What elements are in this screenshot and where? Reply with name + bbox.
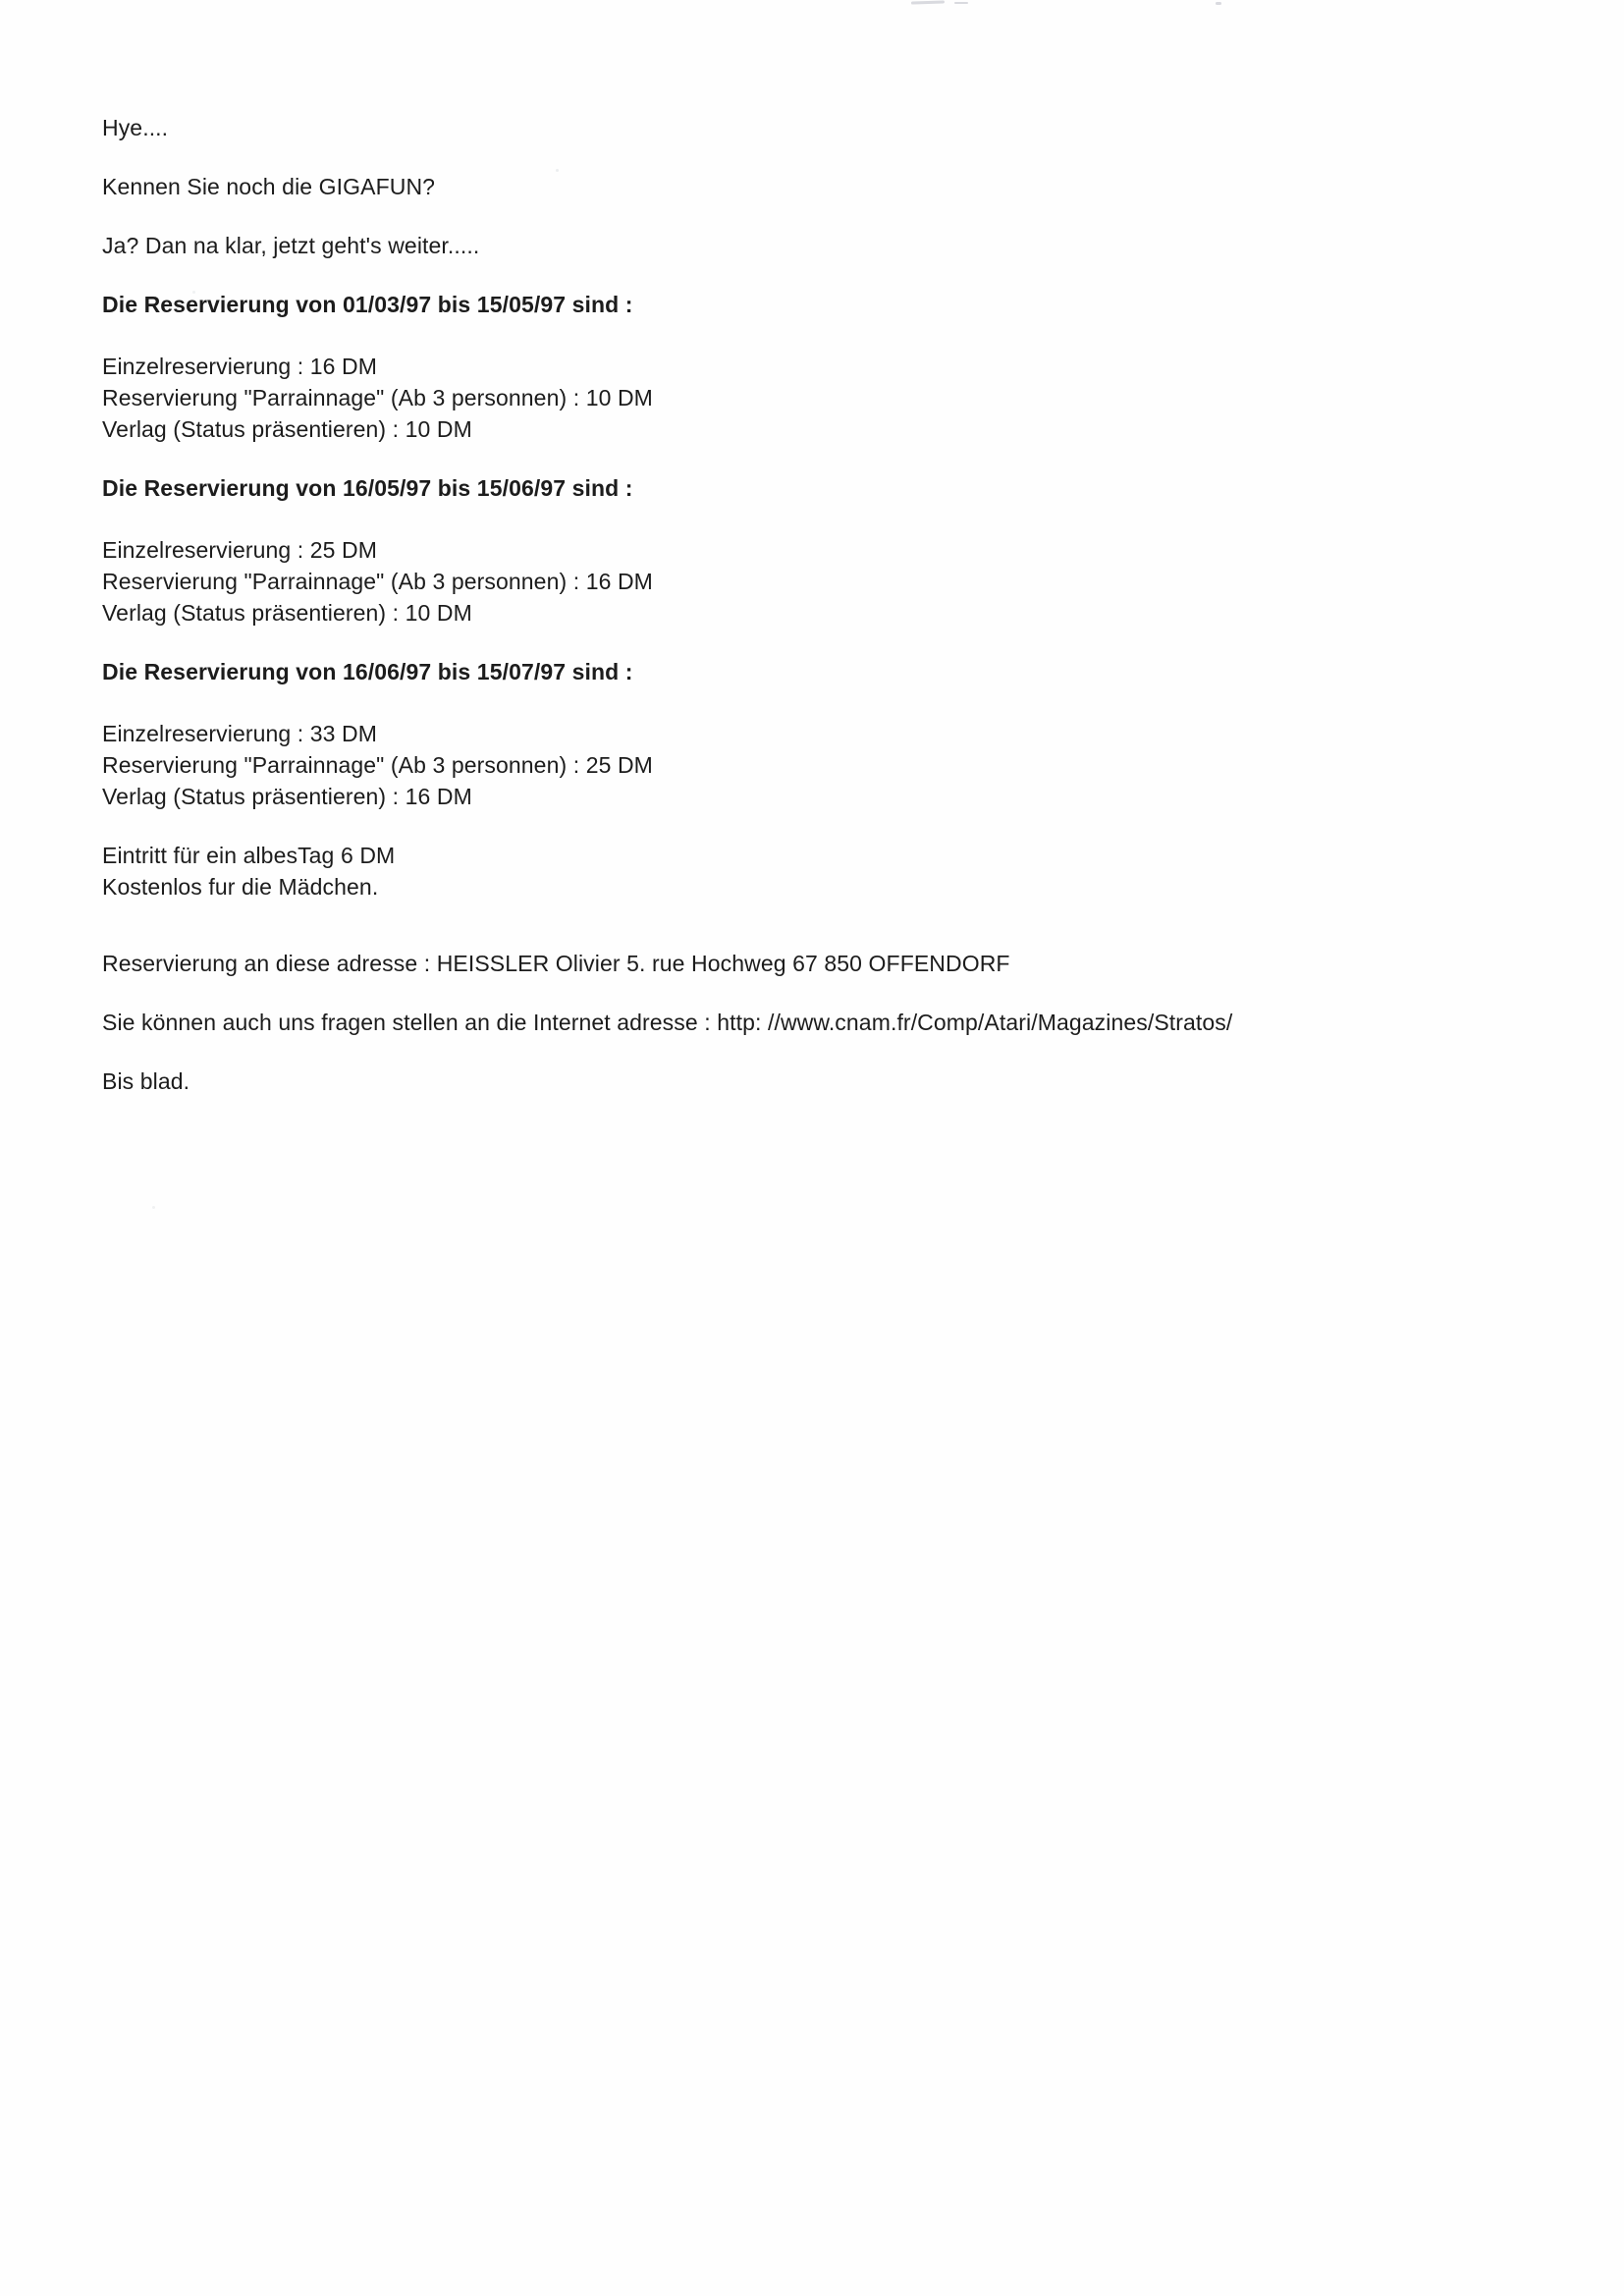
section-1-heading: Die Reservierung von 01/03/97 bis 15/05/97 sind : xyxy=(102,292,633,317)
price-line-parrainnage: Reservierung "Parrainnage" (Ab 3 personnen) : 10 DM xyxy=(102,385,653,410)
price-line-parrainnage: Reservierung "Parrainnage" (Ab 3 personnen) : 16 DM xyxy=(102,569,653,594)
scan-artifact xyxy=(1216,2,1221,5)
scan-speck xyxy=(556,169,559,172)
section-3-heading: Die Reservierung von 16/06/97 bis 15/07/97 sind : xyxy=(102,659,633,684)
scan-speck xyxy=(192,291,195,294)
free-entry-line: Kostenlos fur die Mädchen. xyxy=(102,874,379,900)
scan-speck xyxy=(152,1206,155,1209)
scan-artifact xyxy=(954,2,968,4)
section-3-prices xyxy=(102,718,1506,812)
price-line-single: Einzelreservierung : 25 DM xyxy=(102,537,377,563)
price-line-parrainnage: Reservierung "Parrainnage" (Ab 3 personnen) : 25 DM xyxy=(102,752,653,778)
price-line-verlag: Verlag (Status präsentieren) : 10 DM xyxy=(102,416,472,442)
internet-address-line: Sie können auch uns fragen stellen an die Internet adresse : http: //www.cnam.fr/Comp/Atari/Magazines/Stratos/ xyxy=(102,1010,1233,1035)
price-line-single: Einzelreservierung : 16 DM xyxy=(102,354,377,379)
reservation-address-line: Reservierung an diese adresse : HEISSLER Olivier 5. rue Hochweg 67 850 OFFENDORF xyxy=(102,951,1010,976)
price-line-verlag: Verlag (Status präsentieren) : 16 DM xyxy=(102,784,472,809)
price-line-single: Einzelreservierung : 33 DM xyxy=(102,721,377,746)
section-2-heading: Die Reservierung von 16/05/97 bis 15/06/97 sind : xyxy=(102,475,633,501)
question-line: Kennen Sie noch die GIGAFUN? xyxy=(102,174,436,199)
entry-note xyxy=(102,840,1506,902)
intro-line: Ja? Dan na klar, jetzt geht's weiter..... xyxy=(102,233,480,258)
section-2-prices xyxy=(102,534,1506,629)
section-1-prices xyxy=(102,351,1506,445)
entry-fee-line: Eintritt für ein albesTag 6 DM xyxy=(102,843,396,868)
price-line-verlag: Verlag (Status präsentieren) : 10 DM xyxy=(102,600,472,626)
closing-line: Bis blad. xyxy=(102,1068,190,1094)
greeting-line: Hye.... xyxy=(102,115,169,140)
